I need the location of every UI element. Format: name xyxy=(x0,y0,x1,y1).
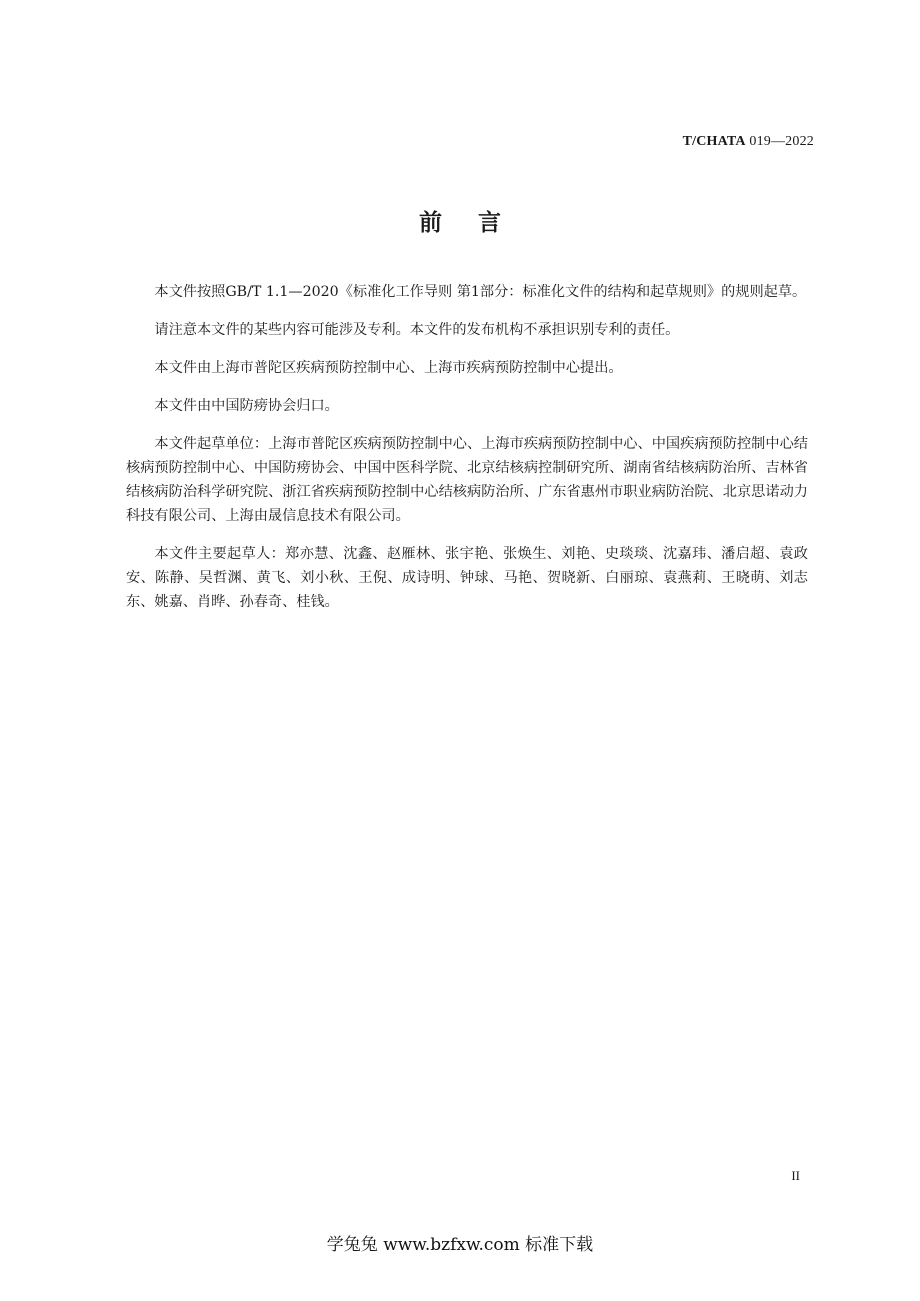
paragraph-main-drafters: 本文件主要起草人：郑亦慧、沈鑫、赵雁林、张宇艳、张焕生、刘艳、史琰琰、沈嘉玮、潘启超、袁政安、陈静、吴哲渊、黄飞、刘小秋、王倪、成诗明、钟球、马艳、贺晓新、白丽琼、袁燕莉、王晓萌、刘志东、姚嘉、肖晔、孙春奇、桂钱。 xyxy=(126,546,808,610)
page-number: II xyxy=(791,1168,800,1183)
document-code xyxy=(683,134,814,150)
document-code-prefix: T/CHATA xyxy=(682,134,746,149)
footer-watermark: 学兔兔 www.bzfxw.com 标准下载 xyxy=(326,1235,594,1255)
paragraph-drafting-rules: 本文件按照GB/T 1.1—2020《标准化工作导则 第1部分：标准化文件的结构和起草规则》的规则起草。 xyxy=(154,284,807,300)
paragraph-centralized-unit: 本文件由中国防痨协会归口。 xyxy=(154,398,339,414)
paragraph-drafting-units: 本文件起草单位：上海市普陀区疾病预防控制中心、上海市疾病预防控制中心、中国疾病预防控制中心结核病预防控制中心、中国防痨协会、中国中医科学院、北京结核病控制研究所、湖南省结核病防治所、吉林省结核病防治科学研究院、浙江省疾病预防控制中心结核病防治所、广东省惠州市职业病防治院、北京思诺动力科技有限公司、上海由晟信息技术有限公司。 xyxy=(126,436,808,524)
document-code-number: 019—2022 xyxy=(745,134,814,149)
paragraph-patent-notice: 请注意本文件的某些内容可能涉及专利。本文件的发布机构不承担识别专利的责任。 xyxy=(154,322,680,338)
paragraph-proposer: 本文件由上海市普陀区疾病预防控制中心、上海市疾病预防控制中心提出。 xyxy=(154,360,623,376)
page-title: 前言 xyxy=(419,210,537,236)
foreword-body xyxy=(126,280,808,628)
